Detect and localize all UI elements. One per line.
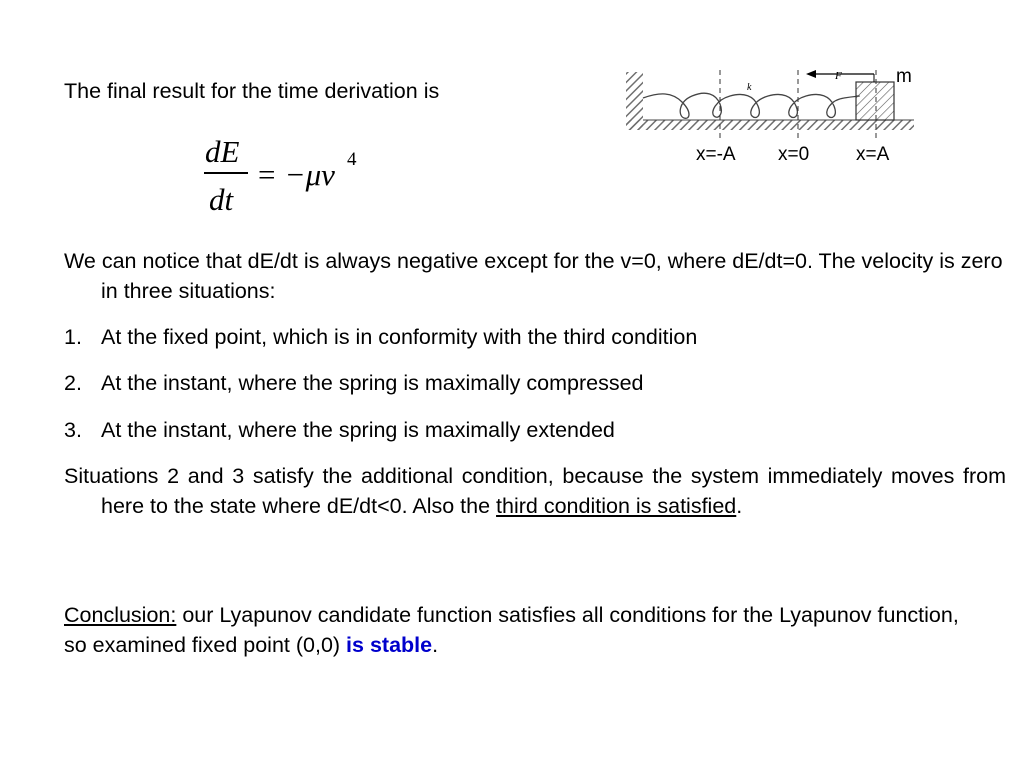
floor bbox=[626, 120, 914, 130]
stable-highlight: is stable bbox=[346, 633, 433, 657]
notice-paragraph: We can notice that dE/dt is always negative except for the v=0, where dE/dt=0. The velocity is zero in three situations: bbox=[64, 249, 1003, 303]
conclusion-label: Conclusion: bbox=[64, 603, 177, 627]
list-item bbox=[64, 322, 969, 352]
situations-paragraph bbox=[64, 461, 1006, 521]
spring-mass-diagram bbox=[620, 62, 920, 170]
mass-label: m bbox=[896, 66, 912, 87]
fraction-bar bbox=[204, 172, 248, 174]
position-plus-a: x=A bbox=[856, 144, 890, 165]
conclusion-paragraph bbox=[64, 600, 969, 660]
position-minus-a: x=-A bbox=[696, 144, 736, 165]
equation-numerator: dE bbox=[205, 134, 240, 169]
situations-end: . bbox=[736, 494, 743, 518]
list-item bbox=[64, 415, 969, 445]
mass-block bbox=[856, 82, 894, 120]
list-text: At the fixed point, which is in conformity with the third condition bbox=[101, 325, 698, 349]
list-item bbox=[64, 368, 969, 398]
intro-text: The final result for the time derivation is bbox=[64, 79, 440, 103]
list-text: At the instant, where the spring is maximally compressed bbox=[101, 371, 644, 395]
spring-label: k bbox=[747, 82, 752, 93]
conclusion-text: our Lyapunov candidate function satisfies all conditions for the Lyapunov function, so examined fixed point (0,0) bbox=[64, 603, 959, 657]
list-text: At the instant, where the spring is maximally extended bbox=[101, 418, 615, 442]
force-label: F bbox=[835, 70, 842, 82]
list-number: 2. bbox=[64, 371, 82, 395]
list-number: 3. bbox=[64, 418, 82, 442]
spring-mass-figure bbox=[620, 62, 920, 170]
spring bbox=[643, 93, 859, 118]
position-zero: x=0 bbox=[778, 144, 810, 165]
situations-text: Situations 2 and 3 satisfy the additional condition, because the system immediately moves from here to the state where dE/dt<0. Also the bbox=[64, 464, 1006, 518]
equation-rhs: = −μv bbox=[256, 157, 335, 192]
conclusion-end: . bbox=[432, 633, 439, 657]
list-number: 1. bbox=[64, 325, 82, 349]
equation-exponent: 4 bbox=[347, 149, 357, 170]
equation-denominator: dt bbox=[209, 182, 234, 217]
third-condition-link-text: third condition is satisfied bbox=[496, 494, 737, 518]
derivative-equation bbox=[200, 130, 380, 220]
